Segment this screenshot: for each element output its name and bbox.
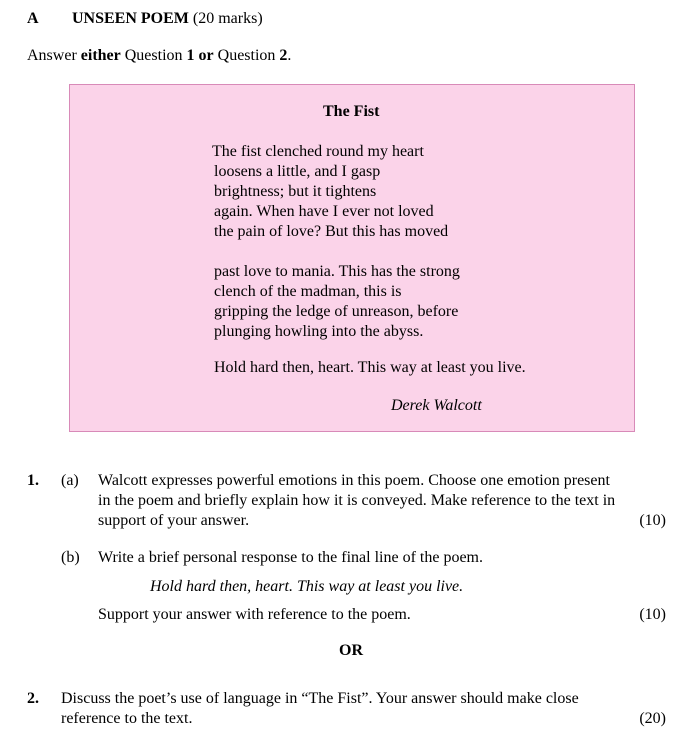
or-separator: OR [339, 642, 363, 659]
instruction-text: . [287, 47, 292, 64]
instruction-text: Question [120, 47, 187, 64]
q1a-line: Walcott expresses powerful emotions in this poem. Choose one emotion present [98, 472, 610, 489]
q1b-label: (b) [61, 549, 80, 566]
instruction-or: or [194, 47, 214, 64]
poem-line: gripping the ledge of unreason, before [214, 303, 459, 320]
q2-marks: (20) [639, 710, 666, 727]
q1a-line: support of your answer. [98, 512, 250, 529]
q2-line: reference to the text. [61, 710, 193, 727]
poem-line: loosens a little, and I gasp [214, 163, 381, 180]
section-heading [72, 10, 263, 28]
q1b-marks: (10) [639, 606, 666, 623]
instruction-text: Question [213, 47, 280, 64]
poem-box [69, 84, 635, 432]
instruction-number: 2 [279, 47, 288, 64]
section-letter: A [27, 10, 39, 27]
instruction-number: 1 [186, 47, 195, 64]
section-title: UNSEEN POEM [72, 10, 189, 27]
q1a-line: in the poem and briefly explain how it is conveyed. Make reference to the text in [98, 492, 616, 509]
q1-number: 1. [27, 472, 39, 489]
section-marks: (20 marks) [192, 10, 263, 27]
poem-line: brightness; but it tightens [214, 183, 377, 200]
q2-number: 2. [27, 690, 39, 707]
q1a-marks: (10) [639, 512, 666, 529]
poem-author: Derek Walcott [391, 397, 482, 414]
poem-line: past love to mania. This has the strong [214, 263, 460, 280]
poem-line: the pain of love? But this has moved [214, 223, 449, 240]
instruction [27, 47, 291, 65]
poem-line: The fist clenched round my heart [212, 143, 424, 160]
q2-line: Discuss the poet’s use of language in “The Fist”. Your answer should make close [61, 690, 579, 707]
q1b-quote: Hold hard then, heart. This way at least you live. [150, 578, 464, 595]
poem-final-line: Hold hard then, heart. This way at least you live. [214, 359, 526, 376]
poem-title: The Fist [323, 103, 380, 120]
poem-line: clench of the madman, this is [214, 283, 402, 300]
instruction-text: Answer [27, 47, 81, 64]
instruction-either: either [80, 47, 121, 64]
poem-line: plunging howling into the abyss. [214, 323, 424, 340]
q1a-label: (a) [61, 472, 79, 489]
q1b-line: Support your answer with reference to the poem. [98, 606, 411, 623]
q1b-line: Write a brief personal response to the final line of the poem. [98, 549, 483, 566]
poem-line: again. When have I ever not loved [214, 203, 434, 220]
